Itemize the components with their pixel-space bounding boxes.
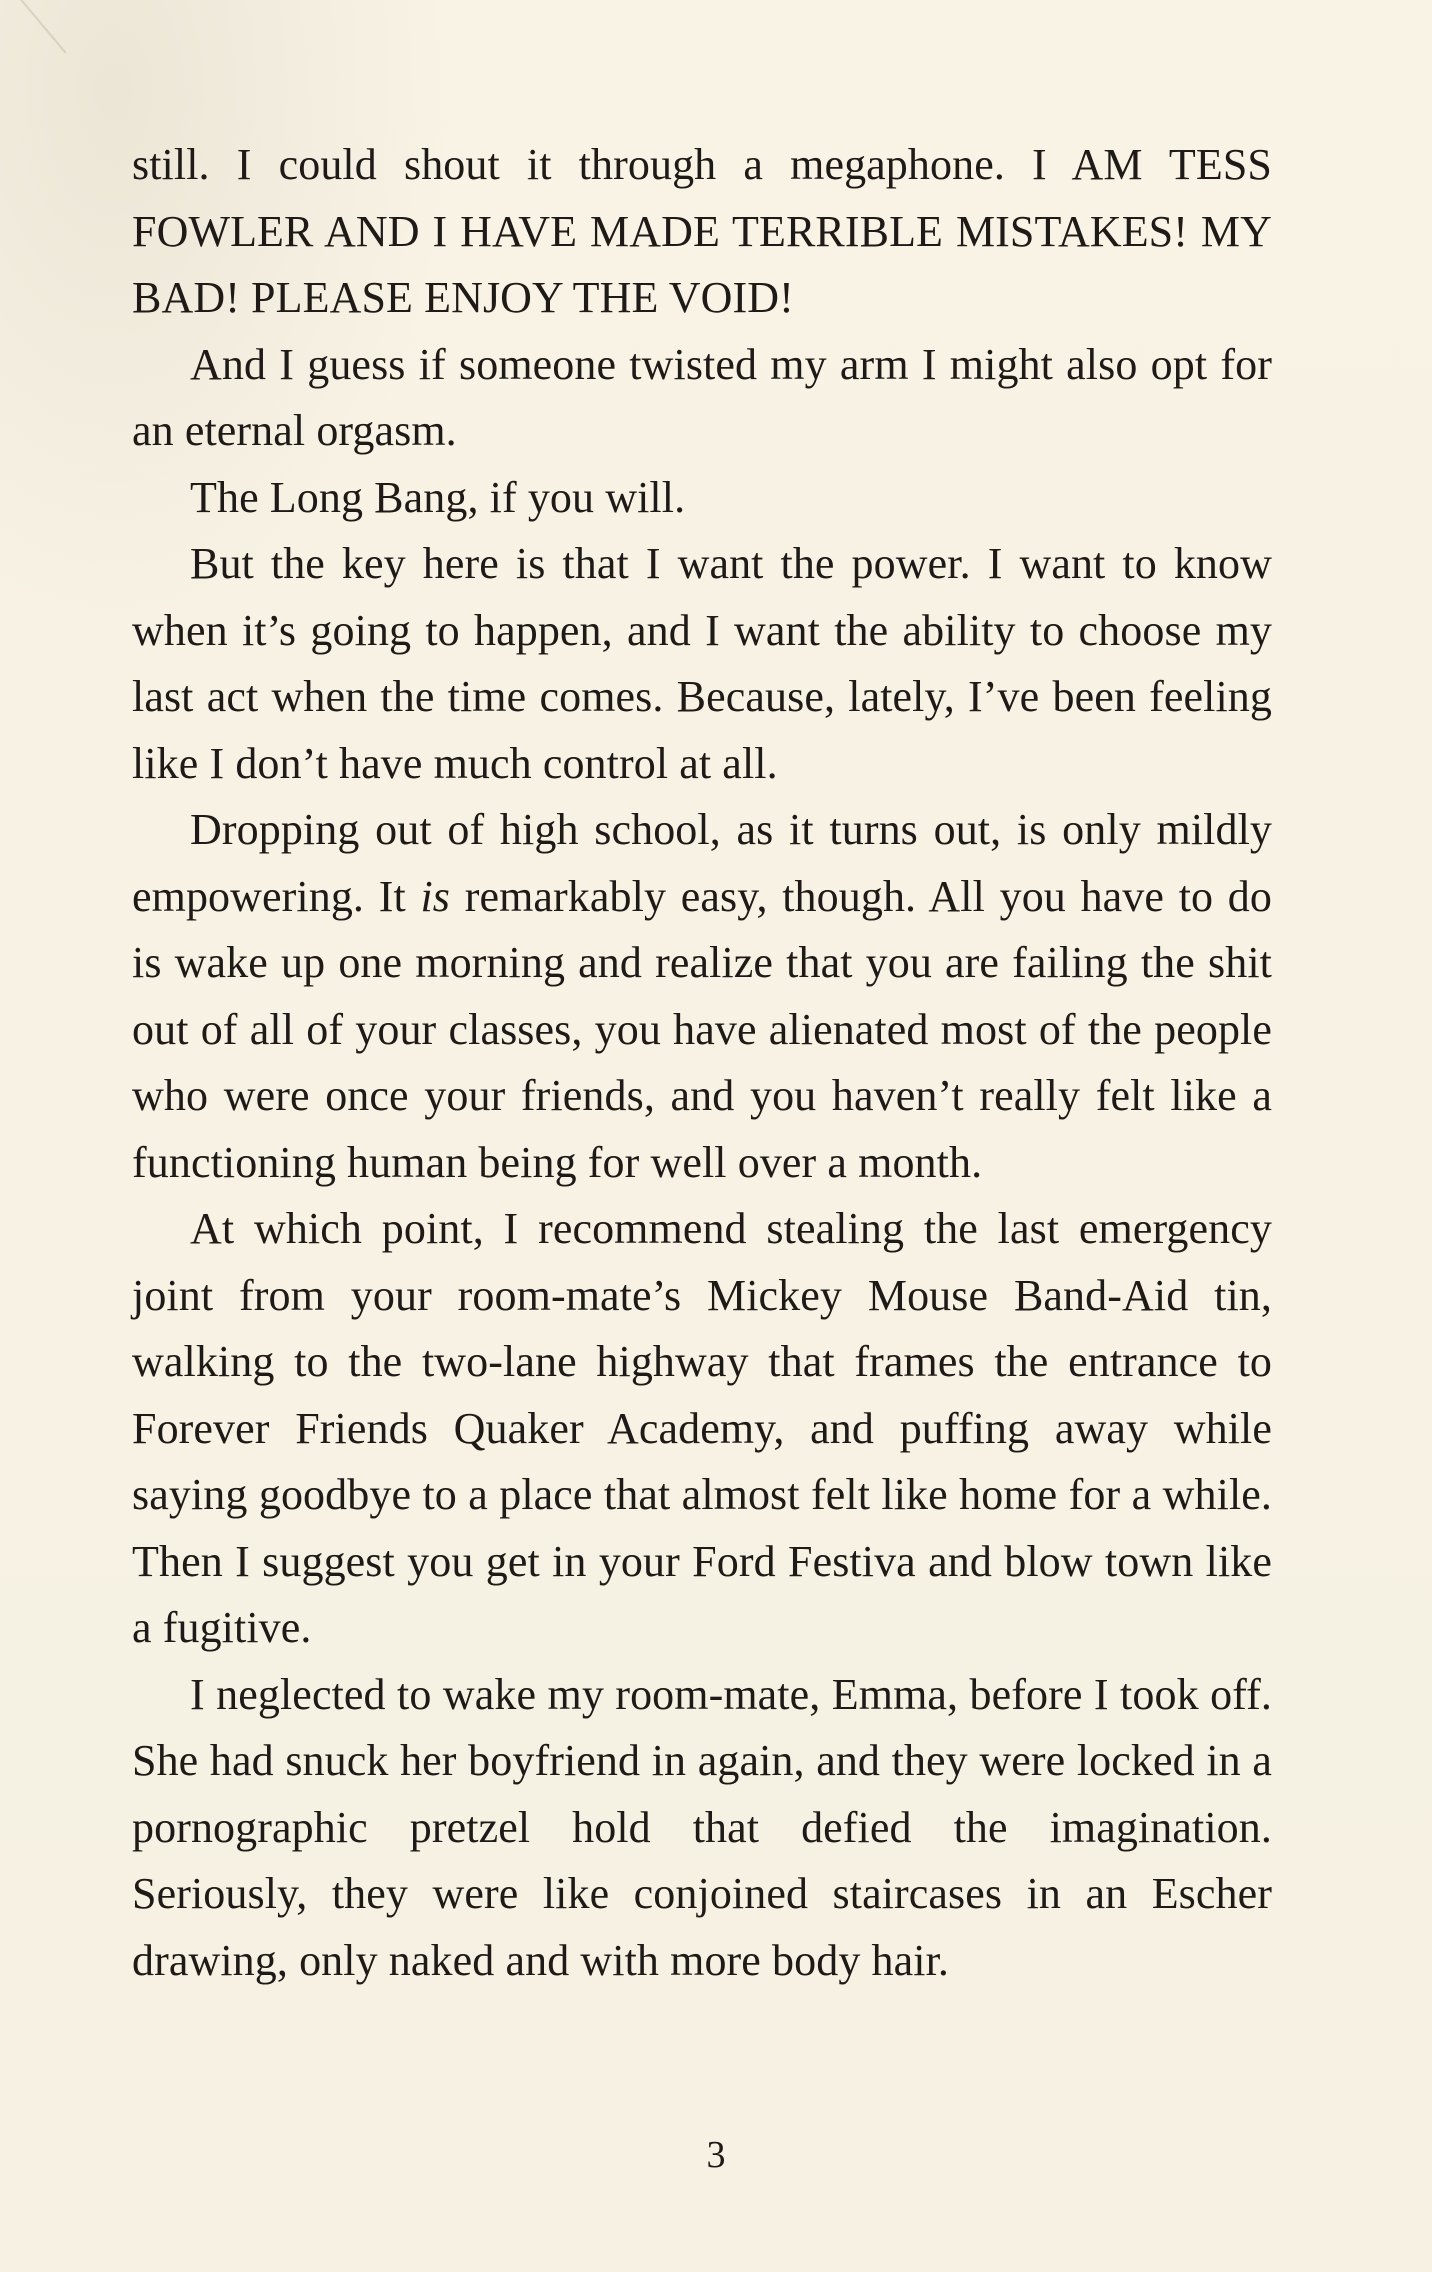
paragraph-5-text-after: remarkably easy, though. All you have to do is wake up one morning and realize that you are failing the shit out of all of your classes, you have alienated most of the people who were once your friends, and you haven’t really felt like a functioning human being for well over a month.: [132, 871, 1273, 1187]
paragraph-5-emphasis: is: [420, 871, 451, 921]
paragraph-7: I neglected to wake my room-mate, Emma, before I took off. She had snuck her boyfriend in again, and they were locked in a pornographic pretzel hold that defied the imagination. Seriously, they were like conjoined staircases in an Escher drawing, only naked and with more body hair.: [132, 1669, 1272, 1985]
paragraph-5: [132, 797, 1272, 1196]
page-corner-crease: [20, 0, 120, 54]
paragraph-1: still. I could shout it through a megaphone. I AM TESS FOWLER AND I HAVE MADE TERRIBLE MISTAKES! MY BAD! PLEASE ENJOY THE VOID!: [132, 140, 1272, 322]
page-number: 3: [706, 2134, 726, 2176]
paragraph-6: At which point, I recommend stealing the last emergency joint from your room-mate’s Mickey Mouse Band-Aid tin, walking to the two-lane highway that frames the entrance to Forever Friends Quaker Academy, and puffing away while saying goodbye to a place that almost felt like home for a while. Then I suggest you get in your Ford Festiva and blow town like a fugitive.: [132, 1204, 1272, 1652]
paragraph-2: And I guess if someone twisted my arm I might also opt for an eternal orgasm.: [132, 339, 1272, 455]
paragraph-4: But the key here is that I want the power. I want to know when it’s going to happen, and I want the ability to choose my last act when the time comes. Because, lately, I’ve been feeling like I don’t have much control at all.: [132, 539, 1272, 788]
body-text: [132, 132, 1272, 1994]
paragraph-3: The Long Bang, if you will.: [190, 472, 686, 522]
paragraph-5-text-before: Dropping out of high school, as it turns out, is only mildly empowering. It: [132, 805, 1272, 921]
